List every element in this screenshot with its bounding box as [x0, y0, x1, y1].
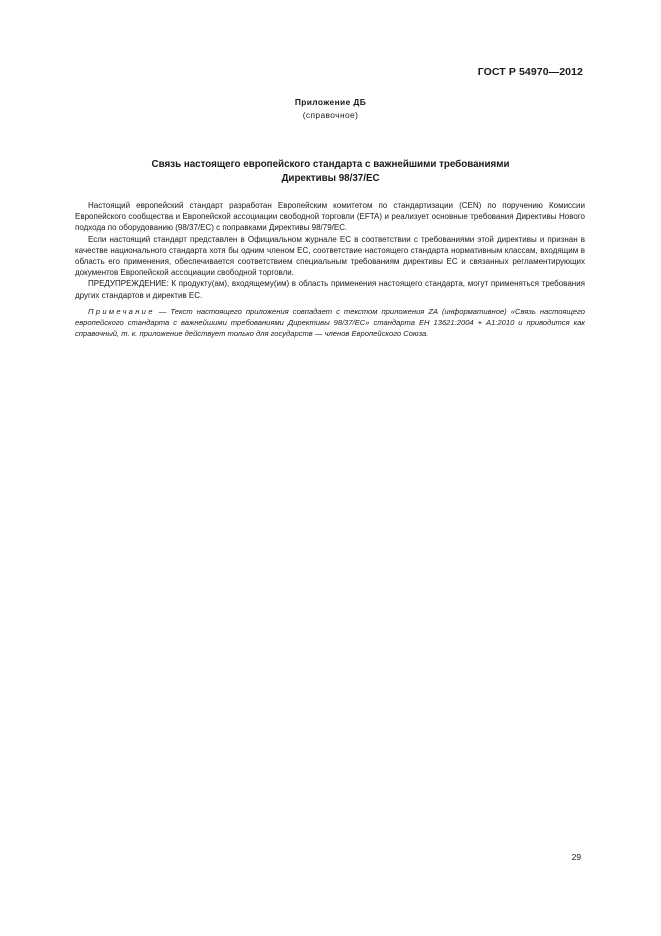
paragraph-2: Если настоящий стандарт представлен в Официальном журнале ЕС в соответствии с требованиями этой директивы и признан в качестве национального стандарта хотя бы одним членом ЕС, соответствие настоящего стандарта нормативным классам, входящим в область его применения, обеспечивается соответствием специальным требованиям директивы ЕС и связанных регламентирующих документов Европейской ассоциации свободной торговли.: [75, 234, 585, 278]
appendix-kind: (справочное): [302, 110, 359, 120]
note-text: — Текст настоящего приложения совпадает с текстом приложения ZA (информативное) «Связь настоящего европейского стандарта с важнейшими требованиями Директивы 98/37/ЕС» стандарта ЕН 13621:2004 + А1:2010 и приводится как справочный, т. к. приложение действует только для государств — членов Европейского Союза.: [75, 306, 585, 339]
paragraph-1: Настоящий европейский стандарт разработан Европейским комитетом по стандартизации (CEN) по поручению Комиссии Европейского сообщества и Европейской ассоциации свободной торговли (EFTA) и реализует основные требования Директивы Нового подхода по оборудованию (98/37/EC) с поправками Директивы 98/79/EC.: [75, 201, 585, 233]
title-line-1: Связь настоящего европейского стандарта с важнейшими требованиями: [151, 159, 510, 170]
appendix-heading: [0, 96, 661, 122]
paragraph-3: ПРЕДУПРЕЖДЕНИЕ: К продукту(ам), входящему(им) в область применения настоящего стандарта, могут применяться требования других стандартов и директив ЕС.: [75, 279, 585, 300]
body-text: [75, 200, 585, 339]
document-code: ГОСТ Р 54970—2012: [477, 66, 583, 78]
page-number: 29: [571, 852, 581, 862]
note: [75, 306, 585, 340]
appendix-label: Приложение ДБ: [294, 97, 367, 107]
title-line-2: Директивы 98/37/EC: [281, 173, 380, 184]
page-title: [0, 158, 661, 186]
note-label: Примечание: [88, 306, 155, 316]
